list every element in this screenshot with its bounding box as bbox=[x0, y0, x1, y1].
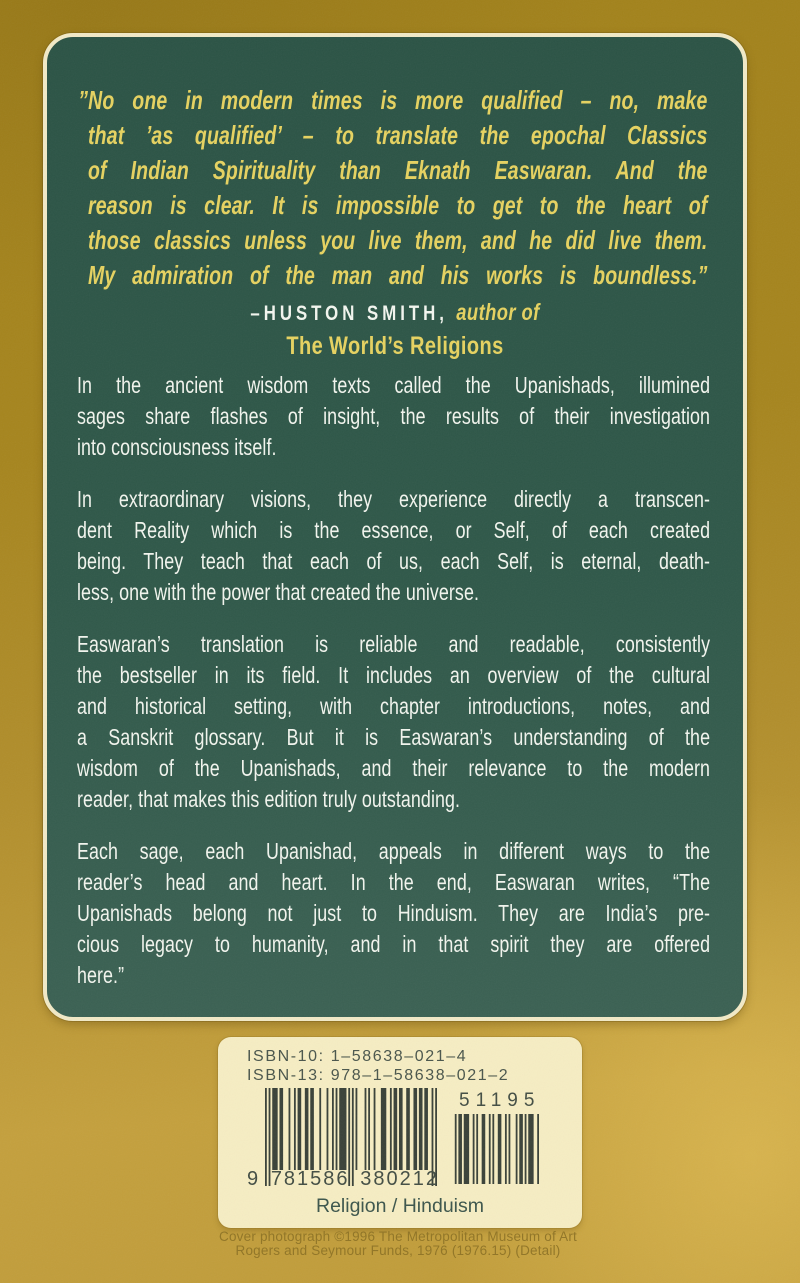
description-paragraph bbox=[77, 836, 710, 991]
text-line: reader’s head and heart. In the end, Easwaran writes, “The bbox=[77, 869, 711, 895]
text-line: wisdom of the Upanishads, and their relevance to the modern bbox=[77, 755, 711, 781]
description-paragraph bbox=[77, 484, 710, 608]
attribution-role: author of bbox=[456, 299, 540, 325]
text-line: into consciousness itself. bbox=[77, 434, 277, 460]
barcode-digit-group: 781586 bbox=[270, 1168, 350, 1190]
text-line: less, one with the power that created the universe. bbox=[77, 579, 479, 605]
isbn-label bbox=[218, 1037, 582, 1228]
text-line: Easwaran’s translation is reliable and readable, consistently bbox=[77, 631, 711, 657]
cover-photo-credit bbox=[0, 1230, 796, 1258]
text-line: that ’as qualified’ – to translate the epochal Classics bbox=[88, 120, 708, 150]
attribution-book-title: The World’s Religions bbox=[286, 332, 504, 360]
text-line: a Sanskrit glossary. But it is Easwaran’s understanding of the bbox=[77, 724, 711, 750]
text-line: and historical setting, with chapter introductions, notes, and bbox=[77, 693, 711, 719]
text-line: being. They teach that each of us, each Self, is eternal, death- bbox=[77, 548, 711, 574]
text-line: those classics unless you live them, and he did live them. bbox=[88, 225, 708, 255]
text-line: here.” bbox=[77, 962, 125, 988]
review-panel bbox=[43, 33, 747, 1021]
barcode-digits bbox=[247, 1168, 439, 1191]
attribution-name: –HUSTON SMITH, bbox=[250, 302, 448, 325]
text-line: reason is clear. It is impossible to get to the heart of bbox=[88, 190, 708, 220]
addon-code-text: 51195 bbox=[459, 1090, 541, 1111]
text-line: In extraordinary visions, they experience directly a transcen- bbox=[77, 486, 711, 512]
text-line: dent Reality which is the essence, or Self, of each created bbox=[77, 517, 711, 543]
text-line: My admiration of the man and his works is boundless.” bbox=[88, 260, 708, 290]
barcode-digit-group: 380212 bbox=[360, 1168, 439, 1190]
description-paragraphs bbox=[77, 370, 710, 1012]
text-line: ”No one in modern times is more qualified – no, make bbox=[78, 85, 708, 115]
ean5-addon-barcode bbox=[453, 1114, 539, 1184]
barcode-addon bbox=[453, 1090, 539, 1184]
review-quote bbox=[78, 83, 708, 293]
quote-attribution bbox=[47, 299, 743, 326]
text-line: cious legacy to humanity, and in that spirit they are offered bbox=[77, 931, 711, 957]
description-paragraph bbox=[77, 370, 710, 463]
isbn-13-text: ISBN-13: 978–1–58638–021–2 bbox=[247, 1067, 510, 1084]
text-line: Each sage, each Upanishad, appeals in different ways to the bbox=[77, 838, 711, 864]
credit-line-2: Rogers and Seymour Funds, 1976 (1976.15) (Detail) bbox=[235, 1243, 561, 1258]
text-line: the bestseller in its field. It includes an overview of the cultural bbox=[77, 662, 711, 688]
isbn-10-text: ISBN-10: 1–58638–021–4 bbox=[247, 1048, 468, 1065]
text-line: reader, that makes this edition truly outstanding. bbox=[77, 786, 461, 812]
text-line: of Indian Spirituality than Eknath Easwaran. And the bbox=[88, 155, 708, 185]
text-line: In the ancient wisdom texts called the Upanishads, illumined bbox=[77, 372, 711, 398]
barcode-digit-group: 9 bbox=[247, 1168, 261, 1190]
description-paragraph bbox=[77, 629, 710, 815]
text-line: Upanishads belong not just to Hinduism. They are India’s pre- bbox=[77, 900, 711, 926]
category-label: Religion / Hinduism bbox=[316, 1195, 484, 1217]
text-line: sages share flashes of insight, the results of their investigation bbox=[77, 403, 711, 429]
credit-line-1: Cover photograph ©1996 The Metropolitan Museum of Art bbox=[219, 1229, 577, 1244]
